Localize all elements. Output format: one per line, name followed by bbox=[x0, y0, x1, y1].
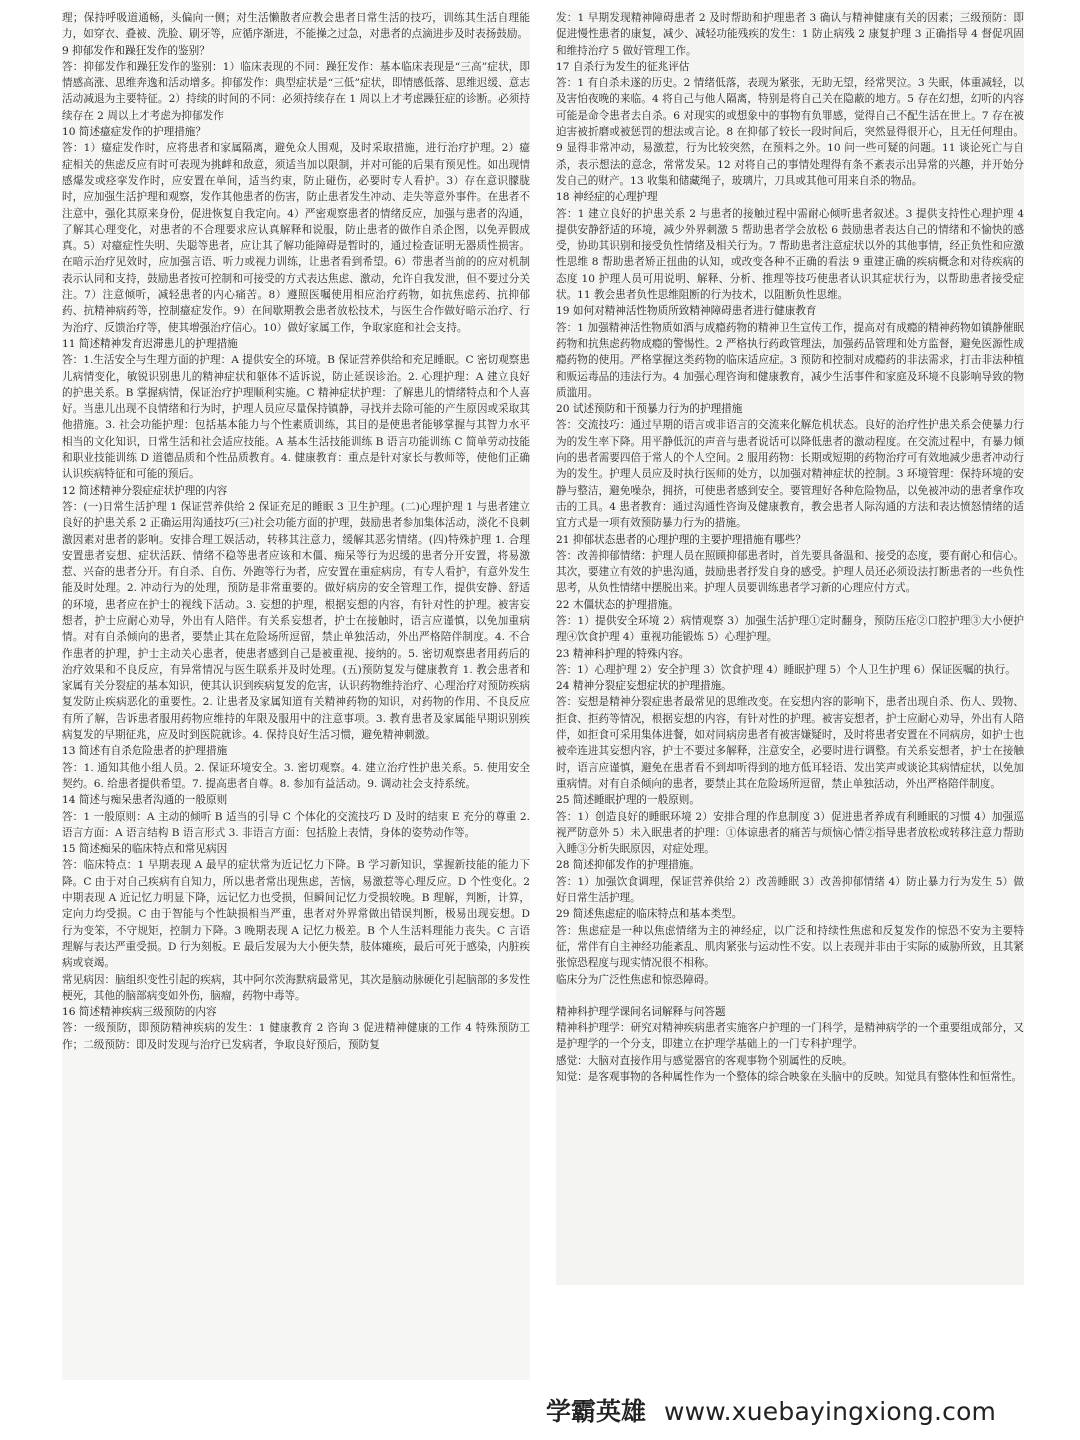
answer-paragraph: 答：1）癔症发作时，应将患者和家属隔离，避免众人围观，及时采取措施，进行治疗护理。2）癔症相关的焦虑反应有时可表现为挑衅和敌意，须适当加以限制，并对可能的后果有预见性。如出现情感爆发或痉挛发作时，应安置在单间，适当约束，防止碰伤，必要时专人看护。3）存在意识朦胧时，应加强生活护理和观察，发作其他患者的伤害，防止患者发生冲动、走失等意外事件。在患者不注意中，强化其原来身份，促进恢复自我定向。4）严密观察患者的情绪反应，加强与患者的沟通，了解其心理变化，对患者的不合理要求应认真解释和说服，防止患者的做作自杀企图，以免弄假成真。5）对癔症性失明、失聪等患者，应让其了解功能障碍是暂时的，通过检查证明无器质性损害。在暗示治疗见效时，应加强言语、听力或视力训练，让患者看到希望。6）带患者当前的的应对机制表示认同和支持，鼓励患者按可控制和可接受的方式表达焦虑、激动，允许自我发泄，但不要过分关注。7）注意倾听，减轻患者的内心痛苦。8）遵照医嘱使用相应治疗药物，如抗焦虑药、抗抑郁药、抗精神病药等，控制癔症发作。9）在间歇期教会患者放松技术，与医生合作做好暗示治疗、行为治疗、反馈治疗等，使其增强治疗信心。10）做好家属工作，争取家庭和社会支持。 bbox=[62, 142, 530, 334]
blank-line bbox=[556, 988, 1024, 1004]
question-heading: 9 抑郁发作和躁狂发作的鉴别？ bbox=[62, 44, 210, 57]
question-heading: 23 精神科护理的特殊内容。 bbox=[556, 647, 690, 660]
watermark-brand: 学霸英雄 bbox=[546, 1397, 647, 1426]
answer-paragraph: 答：焦虑症是一种以焦虑情绪为主的神经症，以广泛和持续性焦虑和反复发作的惊恐不安为主要特征，常伴有自主神经功能紊乱、肌肉紧张与运动性不安。以上表现并非由于实际的威胁所致，且其紧张惊恐程度与现实情况很不相称。 bbox=[556, 924, 1024, 970]
question-heading: 22 木僵状态的护理措施。 bbox=[556, 598, 679, 611]
answer-paragraph: 答：1 加强精神活性物质如酒与成瘾药物的精神卫生宣传工作，提高对有成瘾的精神药物如镇静催眠药物和抗焦虑药物成瘾的警惕性。2 严格执行药政管理法，加强药品管理和处方监督，避免医源性成瘾药物的使用。严格掌握这类药物的临床适应症。3 预防和控制对成瘾药的非法需求，打击非法种植和贩运毒品的违法行为。4 加强心理咨询和健康教育，减少生活事件和家庭及环境不良影响导致的物质滥用。 bbox=[556, 321, 1024, 399]
question-heading: 25 简述睡眠护理的一般原则。 bbox=[556, 794, 700, 807]
answer-paragraph: 答：1）心理护理 2）安全护理 3）饮食护理 4）睡眠护理 5）个人卫生护理 6）保证医嘱的执行。 bbox=[556, 663, 1016, 676]
question-heading: 精神科护理学课间名词解释与问答题 bbox=[556, 1005, 726, 1018]
answer-paragraph: 答：妄想是精神分裂症患者最常见的思维改变。在妄想内容的影响下，患者出现自杀、伤人、毁物、拒食、拒药等情况，根据妄想的内容，有针对性的护理。被害妄想者，护士应耐心劝导，外出有人陪伴，如拒食可采用集体进餐，如对同病房患者有被害嫌疑时，及时将患者安置在不同病房，如护士也被牵连进其妄想内容，护士不要过多解释，注意安全，必要时进行调整。有关系妄想者，护士在接触时，语言应谨慎，避免在患者看不到却听得到的地方低耳轻语、发出笑声或谈论其病情症状，以免加重病情。对有自杀倾向的患者，要禁止其在危险场所逗留，禁止单独活动，外出严格陪伴制度。 bbox=[556, 696, 1024, 790]
answer-paragraph: 答：抑郁发作和躁狂发作的鉴别：1）临床表现的不同：躁狂发作：基本临床表现是“三高”症状，即情感高涨、思维奔逸和活动增多。抑郁发作：典型症状是“三低”症状，即情感低落、思维迟缓、意志活动减退为主要特征。2）持续的时间的不同：必须持续存在 1 周以上才考虑躁狂症的诊断。必须持续存在 2 周以上才考虑为抑郁发作 bbox=[62, 60, 530, 122]
answer-paragraph: 答：1. 通知其他小组人员。2. 保证环境安全。3. 密切观察。4. 建立治疗性护患关系。5. 使用安全契约。6. 给患者提供希望。7. 提高患者自尊。8. 参加有益活动。9. 调动社会支持系统。 bbox=[62, 761, 530, 790]
answer-paragraph: 答：1.生活安全与生理方面的护理：A 提供安全的环境。B 保证营养供给和充足睡眠。C 密切观察患儿病情变化，敏锐识别患儿的精神症状和躯体不适诉说，防止延误诊治。2. 心理护理：A 建立良好的护患关系。B 掌握病情，保证治疗护理顺利实施。C 精神症状护理：了解患儿的情绪特点和个人喜好。当患儿出现不良情绪和行为时，护理人员应尽量保持镇静，寻找并去除可能的产生原因或采取其他措施。3. 社会功能护理：包括基本能力与个性素质训练，其目的是使患者能够掌握与其智力水平相当的文化知识，日常生活和社会适应技能。A 基本生活技能训练 B 语言功能训练 C 简单劳动技能和职业技能训练 D 道德品质和个性品质教育。4. 健康教育：重点是针对家长与教师等，使他们正确认识疾病特征和可能的预后。 bbox=[62, 354, 530, 481]
answer-paragraph: 答：(一)日常生活护理 1 保证营养供给 2 保证充足的睡眠 3 卫生护理。(二)心理护理 1 与患者建立良好的护患关系 2 正确运用沟通技巧(三)社会功能方面的护理，鼓励患者参加集体活动，淡化不良刺激因素对患者的影响。安排合理工娱活动，转移其注意力，缓解其恶劣情绪。(四)特殊护理 1. 合理安置患者妄想、症状活跃、情绪不稳等患者应该和木僵、痴呆等行为迟缓的患者分开安置，将易激惹、兴奋的患者分开。有自杀、自伤、外跑等行为者，应安置在重症病房，有专人看护，有意外发生能及时处理。2. 冲动行为的处理，预防是非常重要的。做好病房的安全管理工作，提供安静、舒适的环境，患者应在护士的视线下活动。3. 妄想的护理，根据妄想的内容，有针对性的护理。被害妄想者，护士应耐心劝导，外出有人陪伴。有关系妄想者，护士在接触时，语言应谨慎，以免加重病情。对有自杀倾向的患者，要禁止其在危险场所逗留，禁止单独活动，外出严格陪伴制度。4. 不合作患者的护理，护士主动关心患者，使患者感到自己是被重视、接纳的。5. 密切观察患者用药后的治疗效果和不良反应，有异常情况与医生联系并及时处理。(五)预防复发与健康教育 1. 教会患者和家属有关分裂症的基本知识，使其认识到疾病复发的危害，认识药物维持治疗、心理治疗对预防疾病复发防止疾病恶化的重要性。2. 让患者及家属知道有关精神药物的知识，对药物的作用、不良反应有所了解，告诉患者服用药物应维持的年限及服用中的注意事项。3. 教育患者及家属能早期识别疾病复发的早期征兆，应及时到医院就诊。4. 保持良好生活习惯，避免精神刺激。 bbox=[62, 500, 530, 742]
question-heading: 29 简述焦虑症的临床特点和基本类型。 bbox=[556, 908, 743, 921]
question-heading: 20 试述预防和干预暴力行为的护理措施 bbox=[556, 403, 743, 416]
question-heading: 28 简述抑郁发作的护理措施。 bbox=[556, 859, 700, 872]
answer-paragraph: 答：交流技巧：通过早期的语言或非语言的交流来化解危机状态。良好的治疗性护患关系会使暴力行为的发生率下降。用平静低沉的声音与患者说话可以降低患者的激动程度。在交流过程中，有暴力倾向的患者需要四倍于常人的个人空间。2 服用药物：长期或短期的药物治疗可有效地减少患者冲动行为的发生。护理人员应及时执行医师的处方，以加强对精神症状的控制。3 环境管理：保持环境的安静与整洁，避免噪杂，拥挤，可使患者感到安全。要管理好各种危险物品，以免被冲动的患者拿作攻击的工具。4 患者教育：通过沟通性咨询及健康教育，教会患者人际沟通的方法和表达愤怒情绪的适宜方式是一项有效预防暴力行为的措施。 bbox=[556, 419, 1024, 530]
answer-paragraph: 常见病因：脑组织变性引起的疾病，其中阿尔茨海默病最常见，其次是脑动脉硬化引起脑部的多发性梗死，其他的脑部病变如外伤，脑瘤，药物中毒等。 bbox=[62, 973, 530, 1002]
answer-paragraph: 答：1）加强饮食调理，保证营养供给 2）改善睡眠 3）改善抑郁情绪 4）防止暴力行为发生 5）做好日常生活护理。 bbox=[556, 875, 1024, 905]
answer-paragraph: 答：改善抑郁情绪：护理人员在照顾抑郁患者时，首先要具备温和、接受的态度，要有耐心和信心。其次，要建立有效的护患沟通，鼓励患者抒发自身的感受。护理人员还必须设法打断患者的一些负性思考，从负性情绪中摆脱出来。护理人员要训练患者学习新的心理应付方式。 bbox=[556, 549, 1024, 595]
question-heading: 11 简述精神发育迟滞患儿的护理措施 bbox=[62, 337, 238, 350]
answer-paragraph: 临床分为广泛性焦虑和惊恐障碍。 bbox=[556, 973, 715, 986]
question-heading: 18 神经症的心理护理 bbox=[556, 191, 658, 204]
question-heading: 12 简述精神分裂症症状护理的内容 bbox=[62, 484, 228, 497]
answer-paragraph: 答：1）创造良好的睡眠环境 2）安排合理的作息制度 3）促进患者养成有利睡眠的习惯 4）加强巡视严防意外 5）未入眠患者的护理：①体谅患者的痛苦与烦恼心情②指导患者放松或转移注意力帮助入睡③分析失眠原因，对症处理。 bbox=[556, 810, 1024, 856]
question-heading: 15 简述痴呆的临床特点和常见病因 bbox=[62, 843, 228, 856]
answer-paragraph: 答：1 一般原则：A 主动的倾听 B 适当的引导 C 个体化的交流技巧 D 及时的结束 E 充分的尊重 2. 语言方面：A 语言结构 B 语言形式 3. 非语言方面：包括脸上表情，身体的姿势动作等。 bbox=[62, 810, 530, 839]
answer-paragraph: 答：一级预防，即预防精神疾病的发生：1 健康教育 2 咨询 3 促进精神健康的工作 4 特殊预防工作；二级预防：即及时发现与治疗已发病者，争取良好预后，预防复 bbox=[62, 1022, 530, 1051]
site-watermark bbox=[546, 1394, 1046, 1430]
question-heading: 16 简述精神疾病三级预防的内容 bbox=[62, 1006, 217, 1019]
answer-paragraph: 感觉：大脑对直接作用与感觉器官的客观事物个别属性的反映。 bbox=[556, 1054, 853, 1067]
left-text-column bbox=[62, 10, 530, 1380]
answer-paragraph: 答：1）提供安全环境 2）病情观察 3）加强生活护理①定时翻身，预防压疮②口腔护理③大小便护理④饮食护理 4）重视功能锻炼 5）心理护理。 bbox=[556, 614, 1024, 644]
question-heading: 24 精神分裂症妄想症状的护理措施。 bbox=[556, 680, 732, 693]
answer-paragraph: 答：1 建立良好的护患关系 2 与患者的接触过程中需耐心倾听患者叙述。3 提供支持性心理护理 4 提供安静舒适的环境，减少外界刺激 5 帮助患者学会放松 6 鼓励患者表达自己的情绪和不愉快的感受，协助其识别和接受负性情绪及相关行为。7 帮助患者注意症状以外的其他事情，经正负性和应激性思维 8 帮助患者矫正扭曲的认知，或改变各种不正确的看法 9 重建正确的疾病概念和对待疾病的态度 10 护理人员可用说明、解释、分析、推理等技巧使患者认识其症状行为，以帮助患者接受症状。11 教会患者负性思维阻断的行为技术，以阻断负性思维。 bbox=[556, 207, 1024, 302]
right-text-column bbox=[556, 10, 1024, 1285]
question-heading: 14 简述与痴呆患者沟通的一般原则 bbox=[62, 794, 228, 807]
answer-paragraph: 理；保持呼吸道通畅，头偏向一侧；对生活懒散者应教会患者日常生活的技巧，训练其生活自理能力，如穿衣、叠被、洗脸、刷牙等，应循序渐进，不能操之过急，对患者的点滴进步及时表扬鼓励。 bbox=[62, 12, 530, 41]
question-heading: 19 如何对精神活性物质所致精神障碍患者进行健康教育 bbox=[556, 305, 817, 318]
question-heading: 17 自杀行为发生的征兆评估 bbox=[556, 60, 690, 73]
answer-paragraph: 知觉：是客观事物的各种属性作为一个整体的综合映象在头脑中的反映。知觉具有整体性和恒常性。 bbox=[556, 1071, 1023, 1083]
answer-paragraph: 答：临床特点：1 早期表现 A 最早的症状常为近记忆力下降。B 学习新知识，掌握新技能的能力下降。C 由于对自己疾病有自知力，所以患者常出现焦虑，苦恼，易激惹等心理反应。D 个性变化。2 中期表现 A 近记忆力明显下降，远记忆力也受损，但瞬间记忆力受损较晚。B 理解，判断，计算，定向力均受损。C 由于智能与个性缺损相当严重，患者对外界常做出错误判断，极易出现妄想。D 行为变笨，不守规矩，控制力下降。3 晚期表现 A 记忆力极差。B 个人生活料理能力丧失。C 言语理解与表达严重受损。D 行为刻板。E 最后发展为大小便失禁，肢体瘫痪，最后可死于感染，内脏疾病或衰竭。 bbox=[62, 859, 530, 970]
question-heading: 10 简述癔症发作的护理措施？ bbox=[62, 126, 206, 139]
answer-paragraph: 发：1 早期发现精神障碍患者 2 及时帮助和护理患者 3 确认与精神健康有关的因素；三级预防：即促进慢性患者的康复，减少、减轻功能残疾的发生：1 防止病残 2 康复护理 3 正确指导 4 督促巩固和维持治疗 5 做好管理工作。 bbox=[556, 12, 1024, 57]
question-heading: 21 抑郁状态患者的心理护理的主要护理措施有哪些？ bbox=[556, 533, 806, 546]
question-heading: 13 简述有自杀危险患者的护理措施 bbox=[62, 745, 228, 758]
answer-paragraph: 答：1 有自杀未遂的历史。2 情绪低落，表现为紧张，无助无望，经常哭泣。3 失眠，体重减轻，以及害怕夜晚的来临。4 将自己与他人隔离，特别是将自己关在隐蔽的地方。5 存在幻想，幻听的内容可能是命令患者去自杀。6 对现实的或想象中的事物有负罪感，觉得自己不配生活在世上。7 存在被迫害被折磨或被惩罚的想法或言论。8 在抑郁了较长一段时间后，突然显得很开心，且无任何理由。9 显得非常冲动，易激惹，行为比较突然，在预料之外。10 问一些可疑的问题。11 谈论死亡与自杀，表示想法的意念，常常发呆。12 对将自己的事情处理得有条不紊表示出异常的兴趣，并开始分发自己的财产。13 收集和储藏绳子，玻璃片，刀具或其他可用来自杀的物品。 bbox=[556, 77, 1024, 187]
watermark-url: www.xuebayingxiong.com bbox=[663, 1397, 997, 1426]
answer-paragraph: 精神科护理学：研究对精神疾病患者实施客户护理的一门科学，是精神病学的一个重要组成部分，又是护理学的一个分支，即建立在护理学基础上的一门专科护理学。 bbox=[556, 1022, 1024, 1051]
